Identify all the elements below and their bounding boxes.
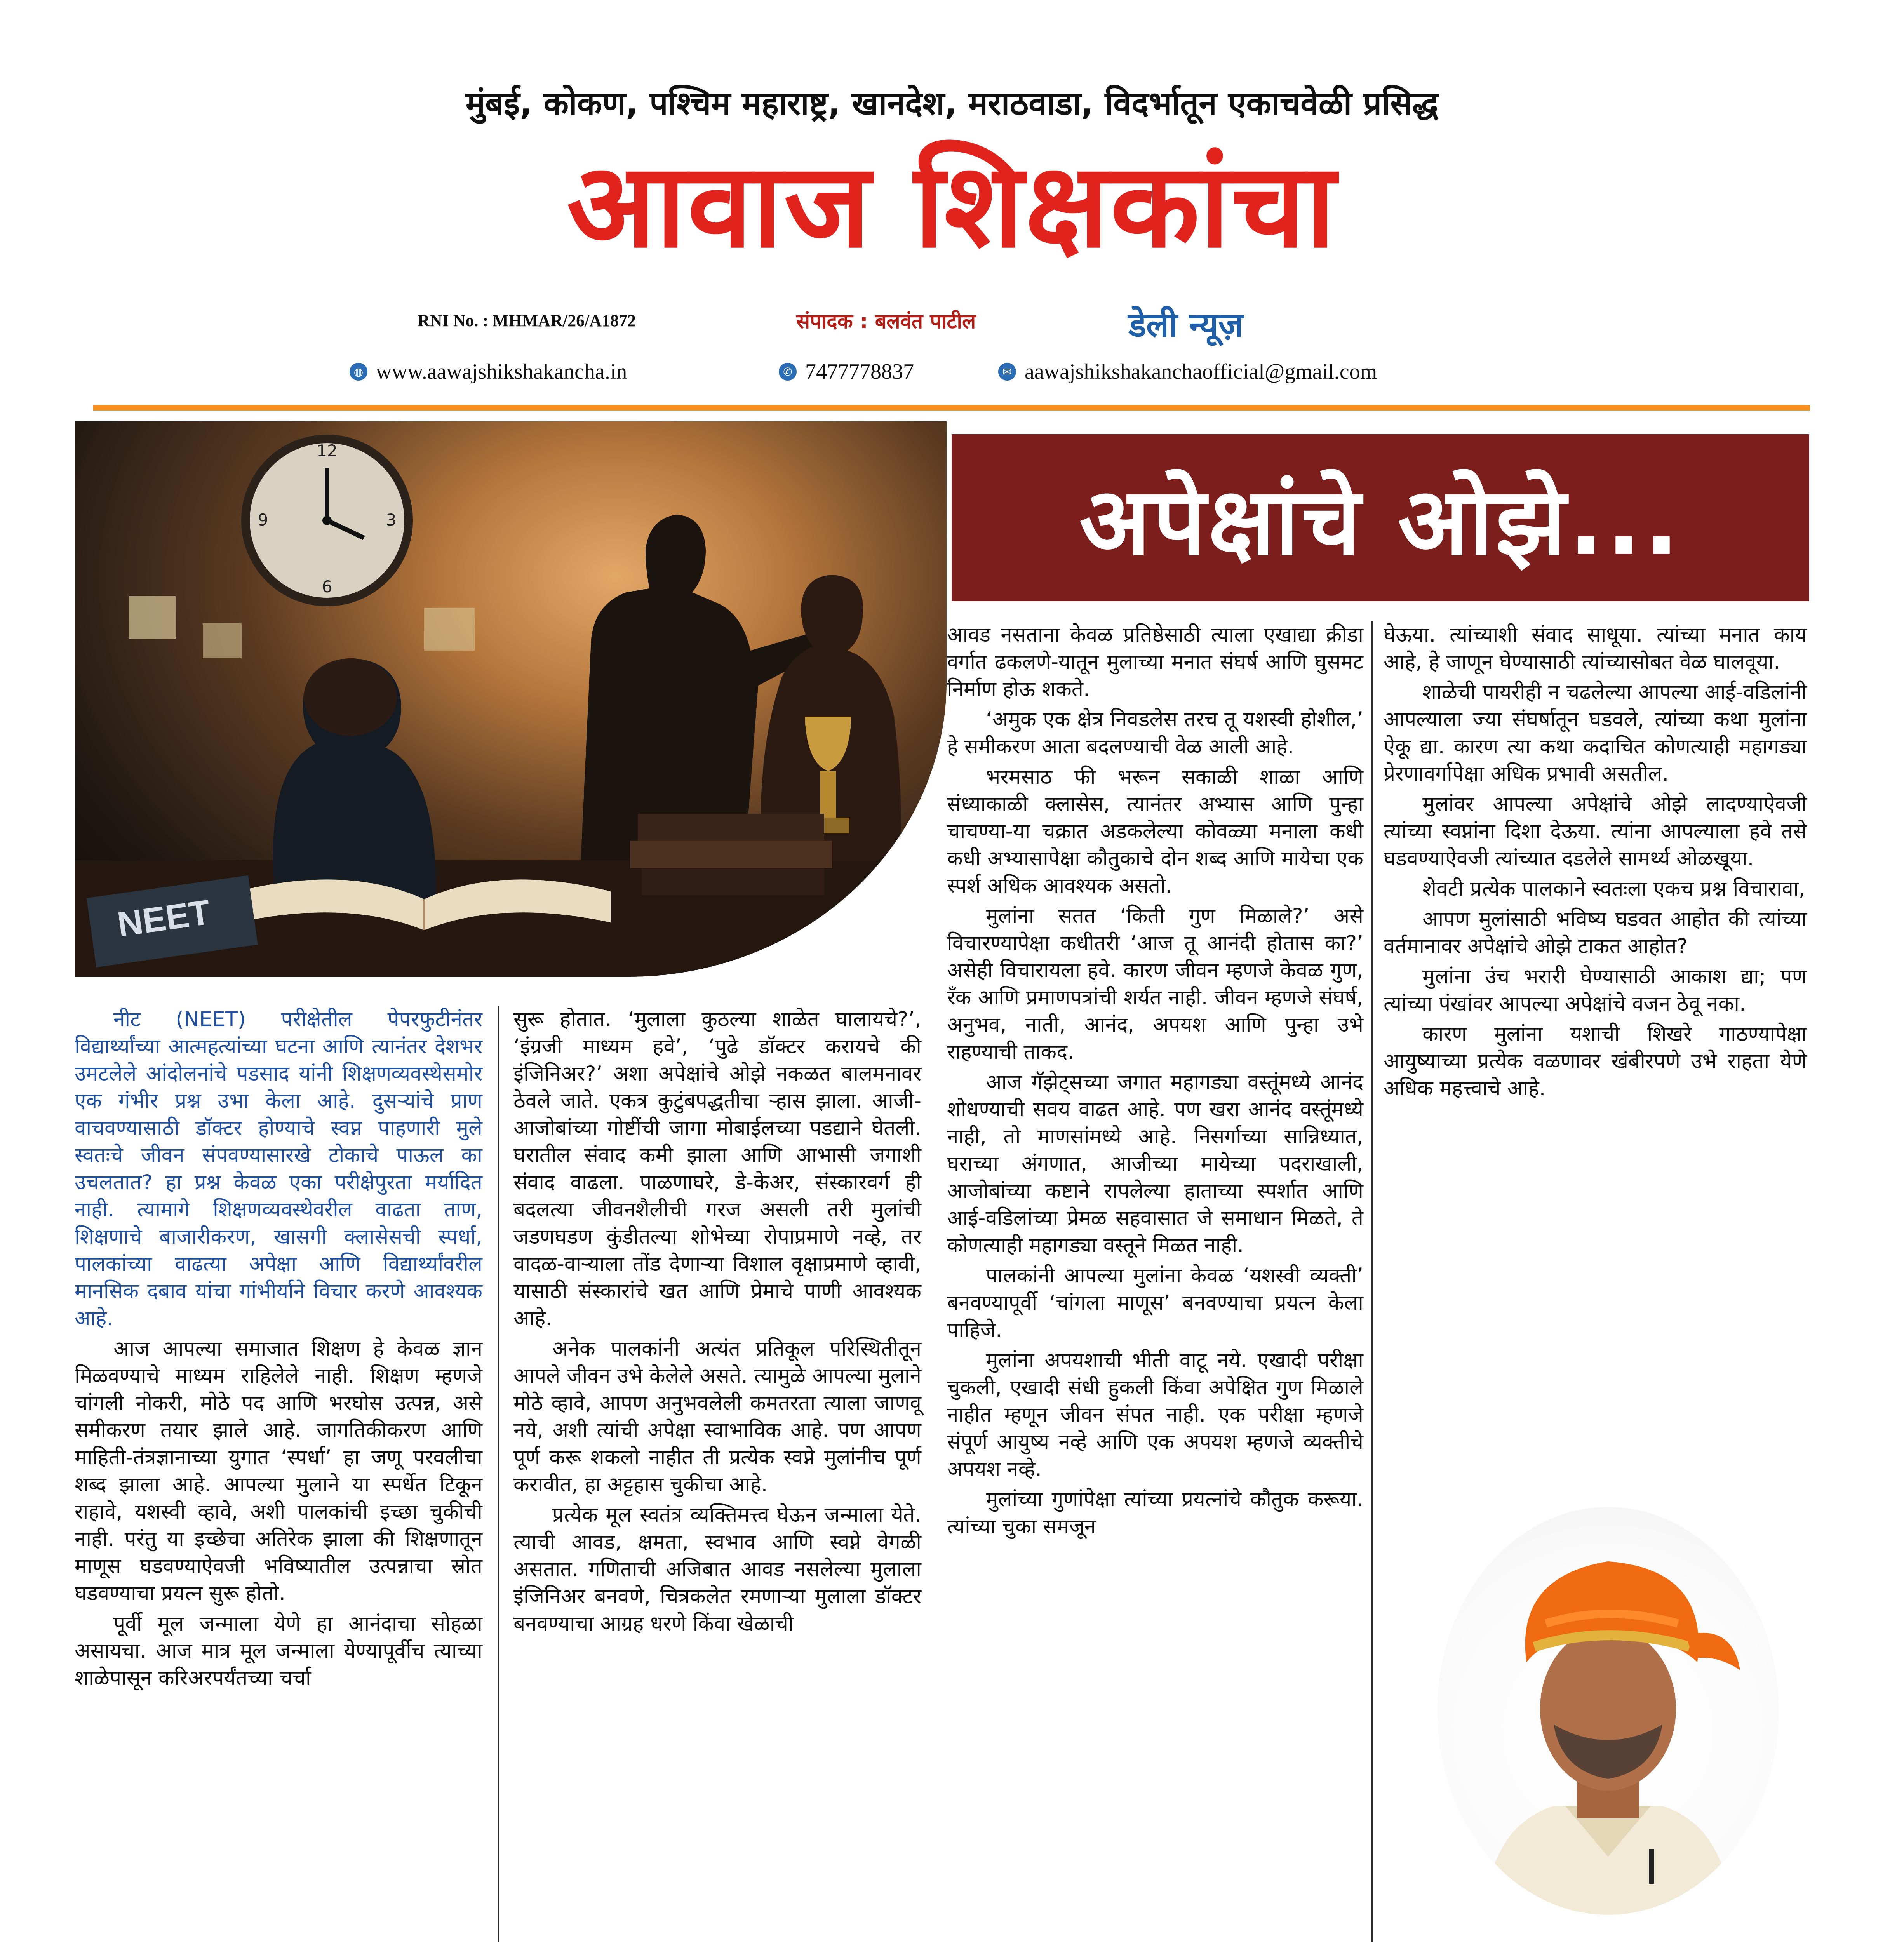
article-paragraph: आपण मुलांसाठी भविष्य घडवत आहोत की त्यांच्या वर्तमानावर अपेक्षांचे ओझे टाकत आहोत?	[1384, 907, 1807, 958]
clock-number-12: 12	[317, 441, 338, 460]
hero-photo	[75, 421, 947, 977]
rni-number: RNI No. : MHMAR/26/A1872	[418, 311, 636, 330]
phone-icon: ✆	[779, 363, 797, 381]
article-column-3	[947, 621, 1363, 1544]
clock-illustration	[245, 439, 409, 602]
neet-book-label: NEET	[115, 893, 213, 945]
article-paragraph: प्रत्येक मूल स्वतंत्र व्यक्तिमत्त्व घेऊन जन्माला येते. त्याची आवड, क्षमता, स्वभाव आणि स्वप्ने वेगळी असतात. गणिताची अजिबात आवड नसलेल्या मुलाला इंजिनिअर बनवणे, चित्रकलेत रमणाऱ्या मुलाला डॉक्टर बनवण्याचा आग्रह धरणे किंवा खेळाची	[513, 1503, 921, 1636]
contact-email[interactable]	[998, 359, 1377, 384]
lead-paragraph: नीट (NEET) परीक्षेतील पेपरफुटीनंतर विद्यार्थ्यांच्या आत्महत्यांच्या घटना आणि त्यानंतर देशभर उमटलेले आंदोलनांचे पडसाद यांनी शिक्षणव्यवस्थेसमोर एक गंभीर प्रश्न उभा केला आहे. दुसऱ्यांचे प्राण वाचवण्यासाठी डॉक्टर होण्याचे स्वप्न पाहणारी मुले स्वतःचे जीवन संपवण्यासारखे टोकाचे पाऊल का उचलतात? हा प्रश्न केवळ एका परीक्षेपुरता मर्यादित नाही. त्यामागे शिक्षणव्यवस्थेवरील वाढता ताण, शिक्षणाचे बाजारीकरण, खासगी क्लासेसची स्पर्धा, पालकांच्या वाढत्या अपेक्षा आणि विद्यार्थ्यांवरील मानसिक दबाव यांचा गांभीर्याने विचार करणे आवश्यक आहे.	[75, 1008, 482, 1330]
clock-number-3: 3	[386, 510, 397, 529]
edition-label: डेली न्यूज़	[1128, 306, 1243, 345]
article-column-2	[513, 1006, 921, 1641]
globe-icon: ◍	[350, 363, 367, 381]
article-paragraph: शेवटी प्रत्येक पालकाने स्वतःला एकच प्रश्न विचारावा,	[1422, 877, 1805, 901]
article-headline: अपेक्षांचे ओझे...	[952, 434, 1809, 601]
phone-text: 7477778837	[805, 360, 914, 384]
clock-number-9: 9	[258, 510, 268, 529]
regions-line: मुंबई, कोकण, पश्चिम महाराष्ट्र, खानदेश, मराठवाडा, विदर्भातून एकाचवेळी प्रसिद्ध	[465, 84, 1439, 122]
article-column-1	[75, 1006, 482, 1695]
article-paragraph: कारण मुलांना यशाची शिखरे गाठण्यापेक्षा आयुष्याच्या प्रत्येक वळणावर खंबीरपणे उभे राहता येणे अधिक महत्त्वाचे आहे.	[1384, 1022, 1807, 1100]
article-paragraph: मुलांना अपयशाची भीती वाटू नये. एखादी परीक्षा चुकली, एखादी संधी हुकली किंवा अपेक्षित गुण मिळाले नाहीत म्हणून जीवन संपत नाही. एक परीक्षा म्हणजे संपूर्ण आयुष्य नव्हे आणि एक अपयश म्हणजे व्यक्तीचे अपयश नव्हे.	[947, 1349, 1363, 1481]
website-text: www.aawajshikshakancha.in	[376, 360, 627, 384]
column-divider	[498, 1006, 499, 1942]
editor-line: संपादक : बलवंत पाटील	[796, 310, 976, 333]
article-paragraph: भरमसाठ फी भरून सकाळी शाळा आणि संध्याकाळी क्लासेस, त्यानंतर अभ्यास आणि पुन्हा चाचण्या-या चक्रात अडकलेल्या कोवळ्या मनाला कधी कधी अभ्यासापेक्षा कौतुकाचे दोन शब्द आणि मायेचा एक स्पर्श अधिक आवश्यक असतो.	[947, 765, 1363, 898]
article-paragraph: अनेक पालकांनी अत्यंत प्रतिकूल परिस्थितीतून आपले जीवन उभे केलेले असते. त्यामुळे आपल्या मुलाने मोठे व्हावे, आपण अनुभवलेली कमतरता त्याला जाणवू नये, अशी त्यांची अपेक्षा स्वाभाविक आहे. पण आपण पूर्ण करू शकलो नाहीत ती प्रत्येक स्वप्ने मुलांनीच पूर्ण करावीत, हा अट्टहास चुकीचा आहे.	[513, 1337, 921, 1497]
article-paragraph: आज आपल्या समाजात शिक्षण हे केवळ ज्ञान मिळवण्याचे माध्यम राहिलेले नाही. शिक्षण म्हणजे चांगली नोकरी, मोठे पद आणि भरघोस उत्पन्न, असे समीकरण तयार झाले आहे. जागतिकीकरण आणि माहिती-तंत्रज्ञानाच्या युगात ‘स्पर्धा’ हा जणू परवलीचा शब्द झाला आहे. आपल्या मुलाने या स्पर्धेत टिकून राहावे, यशस्वी व्हावे, अशी पालकांची इच्छा चुकीची नाही. परंतु या इच्छेचा अतिरेक झाला की शिक्षणातून माणूस घडवण्याऐवजी भविष्यातील उत्पन्नाचा स्रोत घडवण्याचा प्रयत्न सुरू होतो.	[75, 1337, 482, 1605]
article-paragraph: शाळेची पायरीही न चढलेल्या आपल्या आई-वडिलांनी आपल्याला ज्या संघर्षातून घडवले, त्यांच्या कथा मुलांना ऐकू द्या. कारण त्या कथा कदाचित कोणत्याही महागड्या प्रेरणावर्गापेक्षा अधिक प्रभावी असतील.	[1384, 680, 1807, 786]
newspaper-title: आवाज शिक्षकांचा	[567, 138, 1337, 273]
article-paragraph: मुलांना सतत ‘किती गुण मिळाले?’ असे विचारण्यापेक्षा कधीतरी ‘आज तू आनंदी होतास का?’ असेही विचारायला हवे. कारण जीवन म्हणजे केवळ गुण, रँक आणि प्रमाणपत्रांची शर्यत नाही. जीवन म्हणजे संघर्ष, अनुभव, नाती, आनंद, अपयश आणि पुन्हा उभे राहण्याची ताकद.	[947, 904, 1363, 1064]
contact-website[interactable]	[350, 359, 627, 384]
article-paragraph: मुलांवर आपल्या अपेक्षांचे ओझे लादण्याऐवजी त्यांच्या स्वप्नांना दिशा देऊया. त्यांना आपल्याला हवे तसे घडवण्याऐवजी त्यांच्यात दडलेले सामर्थ्य ओळखूया.	[1384, 792, 1807, 870]
masthead-divider	[93, 405, 1810, 411]
article-paragraph: ‘अमुक एक क्षेत्र निवडलेस तरच तू यशस्वी होशील,’ हे समीकरण आता बदलण्याची वेळ आली आहे.	[947, 708, 1363, 759]
article-paragraph: आवड नसताना केवळ प्रतिष्ठेसाठी त्याला एखाद्या क्रीडा वर्गात ढकलणे-यातून मुलाच्या मनात संघर्ष आणि घुसमट निर्माण होऊ शकते.	[947, 623, 1363, 701]
clock-number-6: 6	[322, 577, 332, 596]
mail-icon: ✉	[998, 363, 1016, 381]
article-paragraph: आज गॅझेट्सच्या जगात महागड्या वस्तूंमध्ये आनंद शोधण्याची सवय वाढत आहे. पण खरा आनंद वस्तूंमध्ये नाही, तो माणसांमध्ये आहे. निसर्गाच्या सान्निध्यात, घराच्या अंगणात, आजीच्या मायेच्या पदराखाली, आजोबांच्या कष्टाने रापलेल्या हाताच्या स्पर्शात आणि आई-वडिलांच्या प्रेमळ सहवासात जे समाधान मिळते, ते कोणत्याही महागड्या वस्तूने मिळत नाही.	[947, 1070, 1363, 1257]
article-paragraph: मुलांच्या गुणांपेक्षा त्यांच्या प्रयत्नांचे कौतुक करूया. त्यांच्या चुका समजून	[947, 1488, 1363, 1538]
article-paragraph: सुरू होतात. ‘मुलाला कुठल्या शाळेत घालायचे?’, ‘इंग्रजी माध्यम हवे’, ‘पुढे डॉक्टर करायचे की इंजिनिअर?’ अशा अपेक्षांचे ओझे नकळत बालमनावर ठेवले जाते. एकत्र कुटुंबपद्धतीचा ऱ्हास झाला. आजी-आजोबांच्या गोष्टींची जागा मोबाईलच्या पडद्याने घेतली. घरातील संवाद कमी झाला आणि आभासी जगाशी संवाद वाढला. पाळणाघरे, डे-केअर, संस्कारवर्ग ही बदलत्या जीवनशैलीची गरज असली तरी मुलांची जडणघडण कुंडीतल्या शोभेच्या रोपाप्रमाणे नव्हे, तर वादळ-वाऱ्याला तोंड देणाऱ्या विशाल वृक्षाप्रमाणे व्हावी, यासाठी संस्कारांचे खत आणि प्रेमाचे पाणी आवश्यक आहे.	[513, 1008, 921, 1330]
article-paragraph: घेऊया. त्यांच्याशी संवाद साधूया. त्यांच्या मनात काय आहे, हे जाणून घेण्यासाठी त्यांच्यासोबत वेळ घालवूया.	[1384, 623, 1807, 674]
email-text: aawajshikshakanchaofficial@gmail.com	[1025, 360, 1377, 384]
article-column-4	[1384, 621, 1807, 1105]
column-divider	[1371, 621, 1373, 1942]
article-paragraph: पालकांनी आपल्या मुलांना केवळ ‘यशस्वी व्यक्ती’ बनवण्यापूर्वी ‘चांगला माणूस’ बनवण्याचा प्रयत्न केला पाहिजे.	[947, 1264, 1363, 1342]
author-photo	[1437, 1507, 1779, 1915]
contact-phone[interactable]	[779, 359, 914, 384]
article-paragraph: मुलांना उंच भरारी घेण्यासाठी आकाश द्या; पण त्यांच्या पंखांवर आपल्या अपेक्षांचे वजन ठेवू नका.	[1384, 965, 1807, 1016]
article-paragraph: पूर्वी मूल जन्माला येणे हा आनंदाचा सोहळा असायचा. आज मात्र मूल जन्माला येण्यापूर्वीच त्याच्या शाळेपासून करिअरपर्यंतच्या चर्चा	[75, 1612, 482, 1690]
